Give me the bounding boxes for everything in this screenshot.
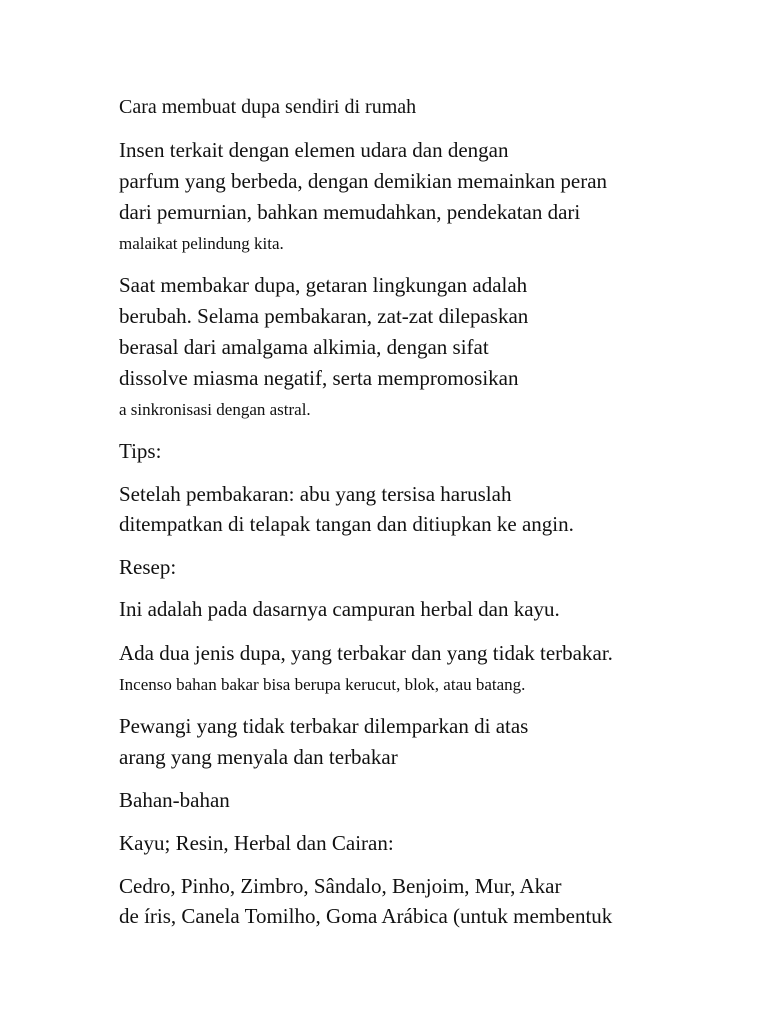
- paragraph-line: Incenso bahan bakar bisa berupa kerucut, blok, atau batang.: [119, 675, 526, 694]
- document-title: Cara membuat dupa sendiri di rumah: [119, 96, 417, 118]
- paragraph-line: Ini adalah pada dasarnya campuran herbal dan kayu.: [119, 597, 560, 621]
- paragraph-line: Cedro, Pinho, Zimbro, Sândalo, Benjoim, Mur, Akar: [119, 874, 562, 898]
- ingredients-heading: Bahan-bahan: [119, 788, 230, 812]
- paragraph-line: Ada dua jenis dupa, yang terbakar dan yang tidak terbakar.: [119, 641, 613, 665]
- tips-heading: Tips:: [119, 439, 162, 463]
- paragraph-line: a sinkronisasi dengan astral.: [119, 400, 311, 419]
- paragraph-line: Saat membakar dupa, getaran lingkungan adalah: [119, 273, 528, 297]
- paragraph-line: dissolve miasma negatif, serta mempromosikan: [119, 366, 519, 390]
- paragraph-line: parfum yang berbeda, dengan demikian memainkan peran: [119, 169, 608, 193]
- paragraph-line: malaikat pelindung kita.: [119, 234, 284, 253]
- paragraph-line: dari pemurnian, bahkan memudahkan, pendekatan dari: [119, 200, 581, 224]
- paragraph-line: Pewangi yang tidak terbakar dilemparkan di atas: [119, 714, 529, 738]
- recipe-heading: Resep:: [119, 555, 177, 579]
- paragraph-line: de íris, Canela Tomilho, Goma Arábica (untuk membentuk: [119, 904, 613, 928]
- ingredients-subheading: Kayu; Resin, Herbal dan Cairan:: [119, 831, 394, 855]
- paragraph-line: Insen terkait dengan elemen udara dan dengan: [119, 138, 509, 162]
- paragraph-line: ditempatkan di telapak tangan dan ditiupkan ke angin.: [119, 512, 574, 536]
- paragraph-line: berasal dari amalgama alkimia, dengan sifat: [119, 335, 489, 359]
- paragraph-line: arang yang menyala dan terbakar: [119, 745, 398, 769]
- paragraph-line: Setelah pembakaran: abu yang tersisa haruslah: [119, 482, 512, 506]
- paragraph-line: berubah. Selama pembakaran, zat-zat dilepaskan: [119, 304, 529, 328]
